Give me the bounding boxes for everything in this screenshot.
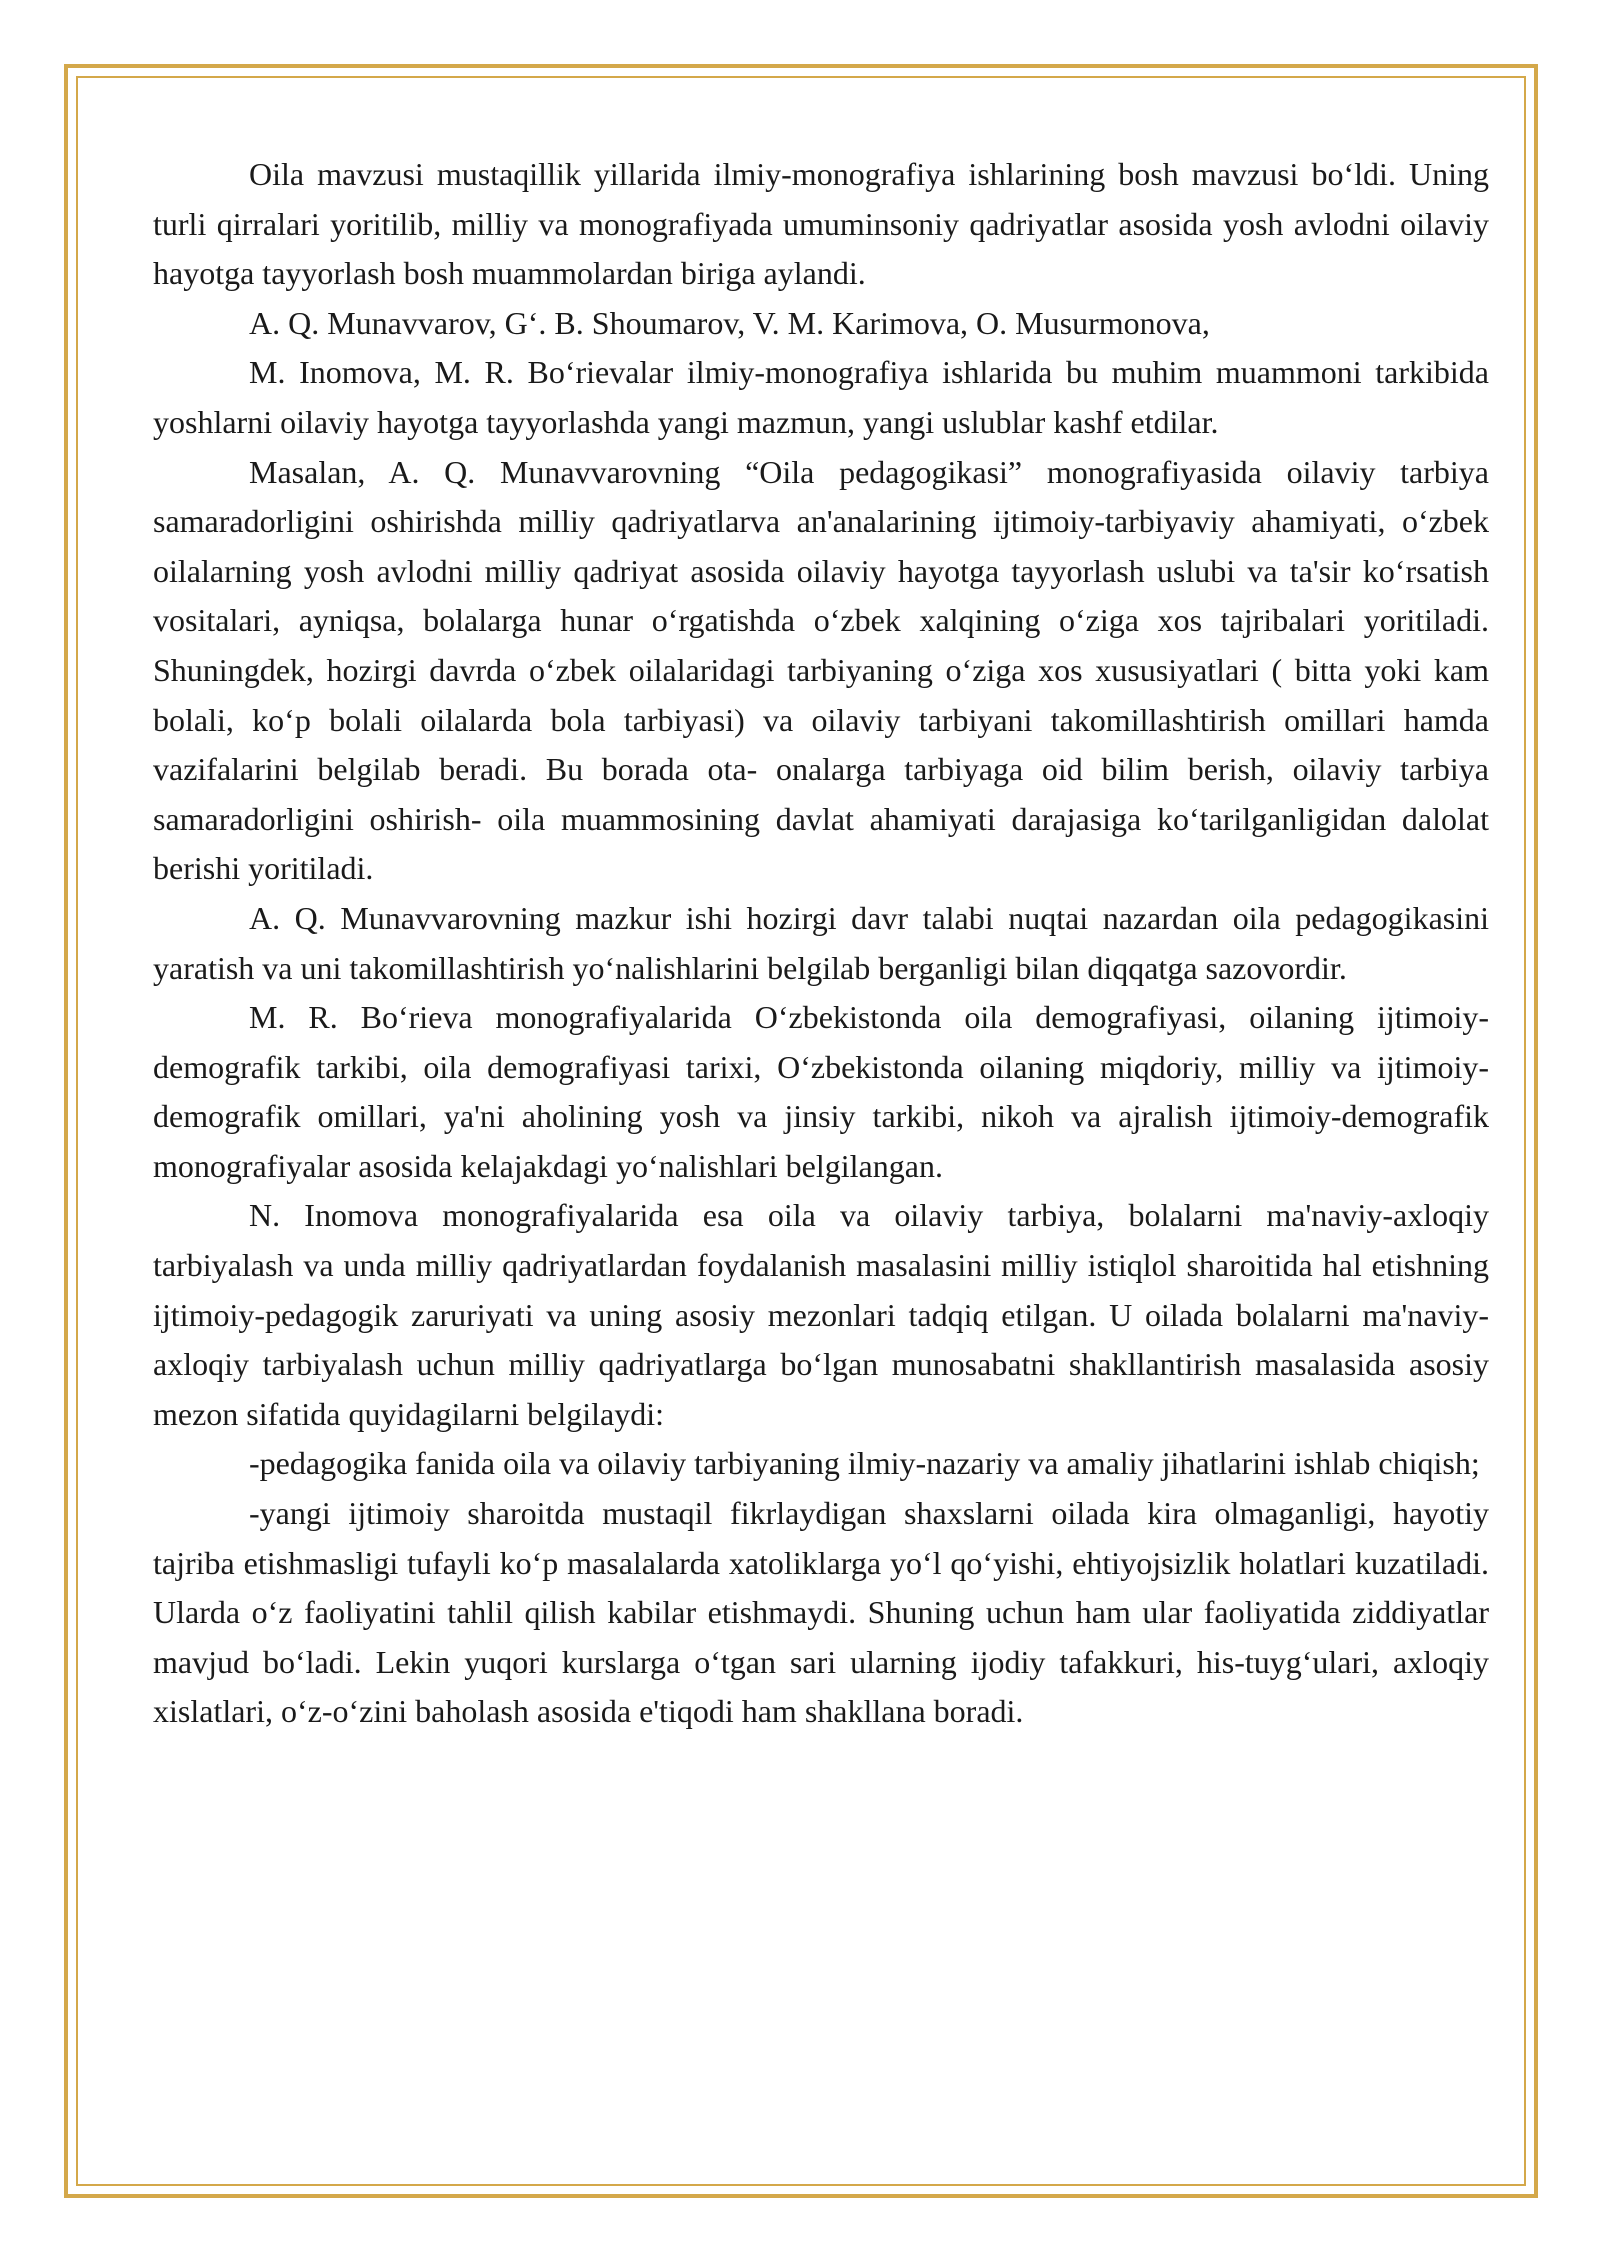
- paragraph-2: A. Q. Munavvarov, G‘. B. Shoumarov, V. M. Karimova, O. Musurmonova,: [249, 304, 1210, 341]
- paragraph-7: N. Inomova monografiyalarida esa oila va oilaviy tarbiya, bolalarni ma'naviy-axloqiy tarbiyalash va unda milliy qadriyatlardan foydalanish masalasini milliy istiqlol sharoitida hal etishning ijtimoiy-pedagogik zaruriyati va uning asosiy mezonlari tadqiq etilgan. U oilada bolalarni ma'naviy-axloqiy tarbiyalash uchun milliy qadriyatlarga bo‘lgan munosabatni shakllantirish masalasida asosiy mezon sifatida quyidagilarni belgilaydi:: [153, 1197, 1489, 1432]
- paragraph-5: A. Q. Munavvarovning mazkur ishi hozirgi davr talabi nuqtai nazardan oila pedagogikasini yaratish va uni takomillashtirish yo‘nalishlarini belgilab berganligi bilan diqqatga sazovordir.: [153, 899, 1489, 986]
- paragraph-3: M. Inomova, M. R. Bo‘rievalar ilmiy-monografiya ishlarida bu muhim muammoni tarkibida yoshlarni oilaviy hayotga tayyorlashda yangi mazmun, yangi uslublar kashf etdilar.: [153, 354, 1489, 440]
- paragraph-9: -yangi ijtimoiy sharoitda mustaqil fikrlaydigan shaxslarni oilada kira olmaganligi, hayotiy tajriba etishmasligi tufayli ko‘p masalalarda xatoliklarga yo‘l qo‘yishi, ehtiyojsizlik holatlari kuzatiladi. Ularda o‘z faoliyatini tahlil qilish kabilar etishmaydi. Shuning uchun ham ular faoliyatida ziddiyatlar mavjud bo‘ladi. Lekin yuqori kurslarga o‘tgan sari ularning ijodiy tafakkuri, his-tuyg‘ulari, axloqiy xislatlari, o‘z-o‘zini baholash asosida e'tiqodi ham shakllana boradi.: [153, 1495, 1489, 1730]
- paragraph-8: -pedagogika fanida oila va oilaviy tarbiyaning ilmiy-nazariy va amaliy jihatlarini ishlab chiqish;: [249, 1445, 1480, 1482]
- paragraph-4: Masalan, A. Q. Munavvarovning “Oila pedagogikasi” monografiyasida oilaviy tarbiya samaradorligini oshirishda milliy qadriyatlarva an'analarining ijtimoiy-tarbiyaviy ahamiyati, o‘zbek oilalarning yosh avlodni milliy qadriyat asosida oilaviy hayotga tayyorlash uslubi va ta'sir ko‘rsatish vositalari, ayniqsa, bolalarga hunar o‘rgatishda o‘zbek xalqining o‘ziga xos tajribalari yoritiladi. Shuningdek, hozirgi davrda o‘zbek oilalaridagi tarbiyaning o‘ziga xos xususiyatlari ( bitta yoki kam bolali, ko‘p bolali oilalarda bola tarbiyasi) va oilaviy tarbiyani takomillashtirish omillari hamda vazifalarini belgilab beradi. Bu borada ota- onalarga tarbiyaga oid bilim berish, oilaviy tarbiya samaradorligini oshirish- oila muammosining davlat ahamiyati darajasiga ko‘tarilganligidan dalolat berishi yoritiladi.: [153, 453, 1489, 887]
- paragraph-1: Oila mavzusi mustaqillik yillarida ilmiy-monografiya ishlarining bosh mavzusi bo‘ldi. Uning turli qirralari yoritilib, milliy va monografiyada umuminsoniy qadriyatlar asosida yosh avlodni oilaviy hayotga tayyorlash bosh muammolardan biriga aylandi.: [153, 156, 1489, 292]
- document-body: [153, 150, 1489, 1737]
- paragraph-6: M. R. Bo‘rieva monografiyalarida O‘zbekistonda oila demografiyasi, oilaning ijtimoiy-demografik tarkibi, oila demografiyasi tarixi, O‘zbekistonda oilaning miqdoriy, milliy va ijtimoiy-demografik omillari, ya'ni aholining yosh va jinsiy tarkibi, nikoh va ajralish ijtimoiy-demografik monografiyalar asosida kelajakdagi yo‘nalishlari belgilangan.: [153, 999, 1489, 1184]
